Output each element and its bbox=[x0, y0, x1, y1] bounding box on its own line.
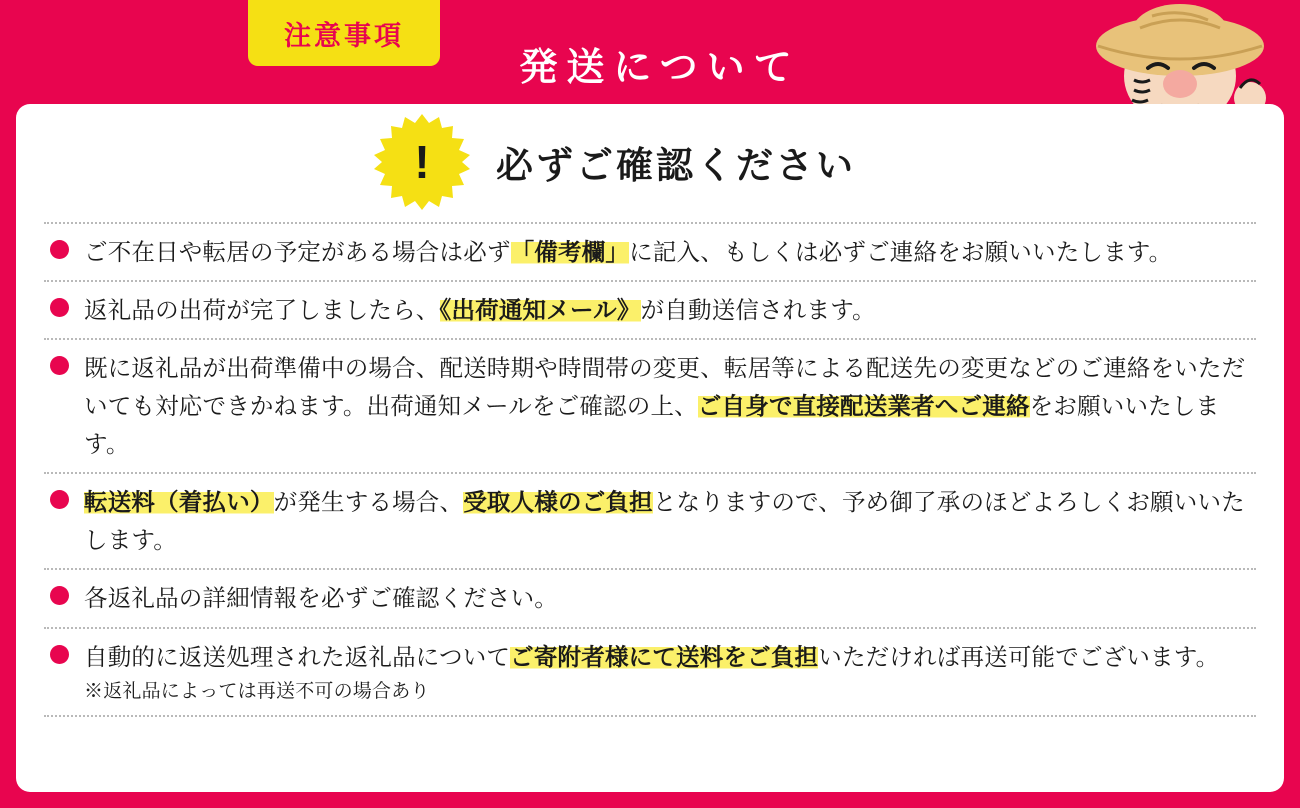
notice-card bbox=[16, 104, 1284, 792]
note-segment: ご不在日や転居の予定がある場合は必ず bbox=[84, 239, 511, 265]
note-highlight: ご寄附者様にて送料をご負担 bbox=[510, 643, 819, 670]
bullet-icon bbox=[50, 490, 69, 509]
bullet-icon bbox=[50, 586, 69, 605]
confirm-heading bbox=[44, 104, 1256, 220]
note-text bbox=[84, 233, 1252, 271]
note-highlight: ご自身で直接配送業者へご連絡 bbox=[697, 393, 1030, 420]
note-segment: いただければ再送可能でございます。 bbox=[818, 643, 1220, 670]
note-segment: 返礼品の出荷が完了しましたら、 bbox=[84, 297, 440, 324]
list-item bbox=[44, 282, 1256, 340]
note-text bbox=[84, 349, 1252, 463]
page-title: 発送について bbox=[519, 47, 801, 89]
notes-list bbox=[44, 222, 1256, 717]
bullet-icon bbox=[50, 298, 69, 317]
note-segment: 既に返礼品が出荷準備中の場合、配送時期や時間帯の変更、転居等による配送先の変更などのご連絡をいただいても対応できかねます。出荷通知メールをご確認の上、 bbox=[84, 355, 1246, 420]
notice-badge-label: 注意事項 bbox=[284, 20, 404, 51]
note-text bbox=[84, 638, 1252, 707]
note-segment: 各返礼品の詳細情報を必ずご確認ください。 bbox=[84, 585, 558, 612]
confirm-title: 必ずご確認ください bbox=[496, 145, 856, 186]
note-text bbox=[84, 483, 1252, 559]
list-item bbox=[44, 340, 1256, 474]
bullet-icon bbox=[50, 645, 69, 664]
exclamation-burst-icon bbox=[374, 114, 470, 210]
note-segment: をお願いいたします。 bbox=[84, 393, 1220, 458]
note-segment: が自動送信されます。 bbox=[640, 297, 876, 324]
bullet-icon bbox=[50, 356, 69, 375]
list-item bbox=[44, 474, 1256, 570]
bullet-icon bbox=[50, 240, 69, 259]
list-item bbox=[44, 570, 1256, 628]
note-highlight: 《出荷通知メール》 bbox=[439, 297, 641, 324]
poster-header bbox=[0, 0, 1300, 104]
note-subtext: ※返礼品によっては再送不可の場合あり bbox=[84, 680, 430, 702]
note-segment: となりますので、予め御了承のほどよろしくお願いいたします。 bbox=[84, 489, 1245, 554]
note-text bbox=[84, 579, 1252, 617]
list-item bbox=[44, 629, 1256, 718]
note-segment: が発生する場合、 bbox=[273, 489, 464, 516]
note-text bbox=[84, 291, 1252, 329]
exclamation-mark: ! bbox=[414, 136, 430, 188]
list-item bbox=[44, 222, 1256, 282]
note-segment: 自動的に返送処理された返礼品について bbox=[84, 643, 511, 670]
note-highlight: 「備考欄」 bbox=[510, 239, 630, 265]
note-segment: に記入、もしくは必ずご連絡をお願いいたします。 bbox=[629, 239, 1173, 265]
note-highlight: 転送料（着払い） bbox=[84, 489, 274, 516]
note-highlight: 受取人様のご負担 bbox=[463, 489, 653, 516]
